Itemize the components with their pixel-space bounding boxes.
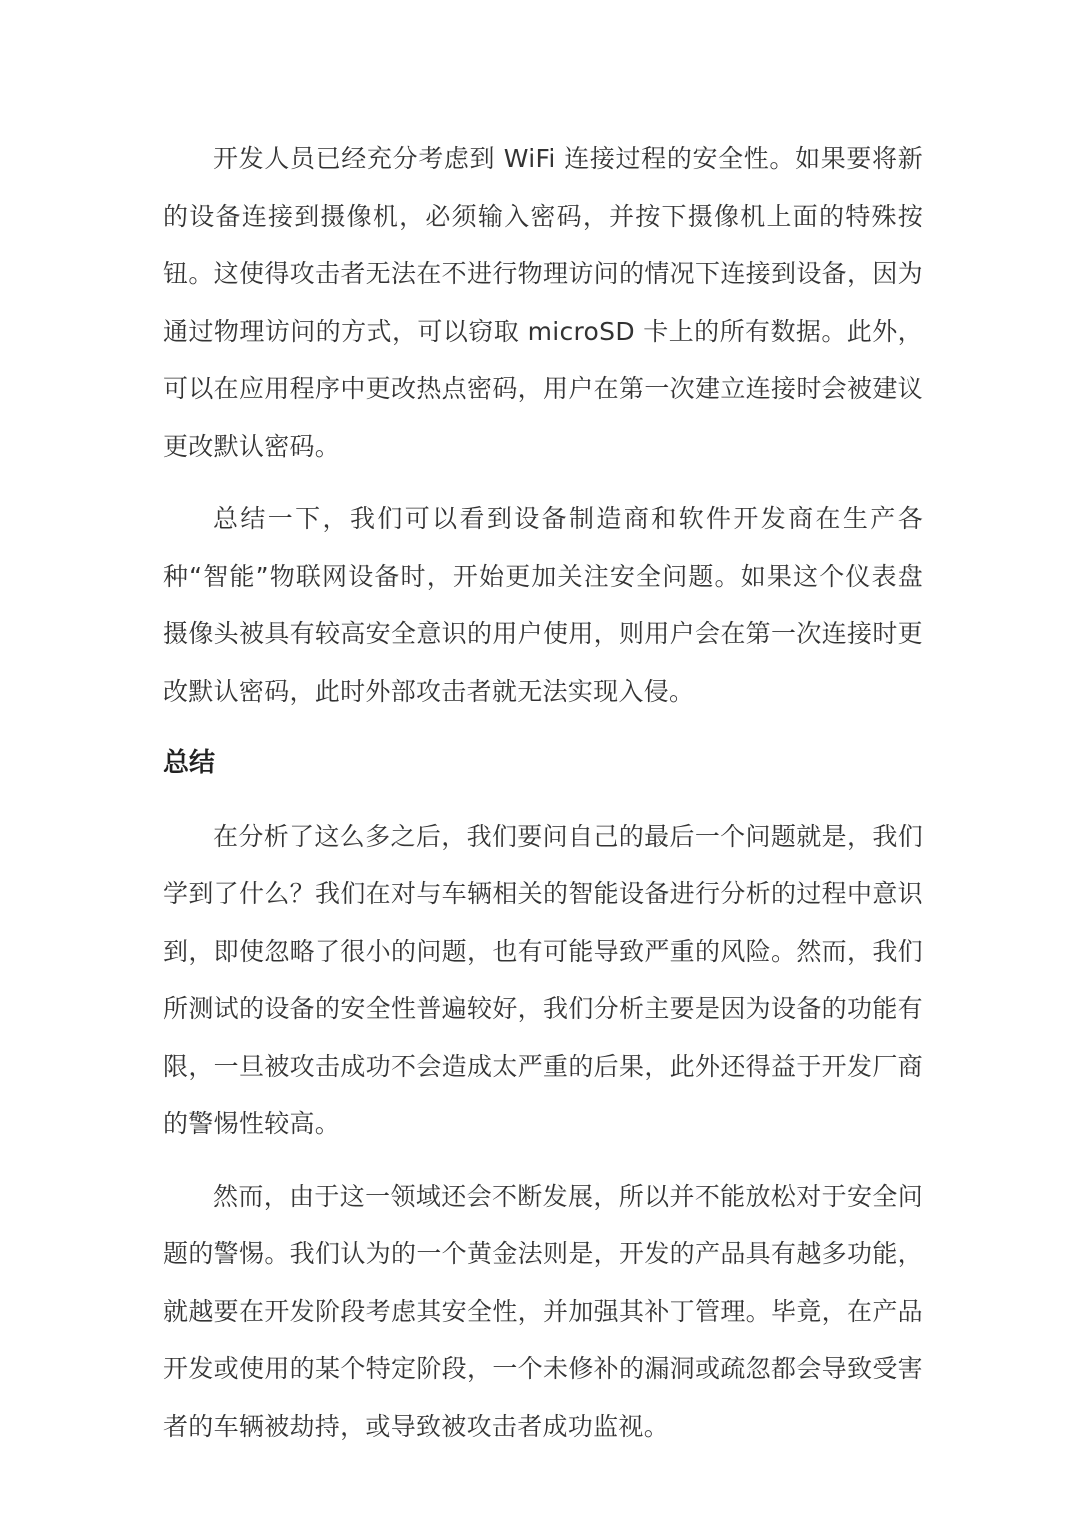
section-heading-summary: 总结 [163,748,216,778]
paragraph-wifi-security: 开发人员已经充分考虑到 WiFi 连接过程的安全性。如果要将新的设备连接到摄像机，必须输入密码，并按下摄像机上面的特殊按钮。这使得攻击者无法在不进行物理访问的情况下连接到设备，因为通过物理访问的方式，可以窃取 microSD 卡上的所有数据。此外，可以在应用程序中更改热点密码，用户在第一次建立连接时会被建议更改默认密码。 [163,144,923,461]
paragraph-lessons-learned: 在分析了这么多之后，我们要问自己的最后一个问题就是，我们学到了什么？我们在对与车辆相关的智能设备进行分析的过程中意识到，即使忽略了很小的问题，也有可能导致严重的风险。然而，我们所测试的设备的安全性普遍较好，我们分析主要是因为设备的功能有限，一旦被攻击成功不会造成太严重的后果，此外还得益于开发厂商的警惕性较高。 [163,821,923,1138]
paragraph-conclusion-intro: 总结一下，我们可以看到设备制造商和软件开发商在生产各种“智能”物联网设备时，开始更加关注安全问题。如果这个仪表盘摄像头被具有较高安全意识的用户使用，则用户会在第一次连接时更改默认密码，此时外部攻击者就无法实现入侵。 [163,504,923,706]
article-body [163,130,923,1455]
paragraph-golden-rule: 然而，由于这一领域还会不断发展，所以并不能放松对于安全问题的警惕。我们认为的一个黄金法则是，开发的产品具有越多功能，就越要在开发阶段考虑其安全性，并加强其补丁管理。毕竟，在产品开发或使用的某个特定阶段，一个未修补的漏洞或疏忽都会导致受害者的车辆被劫持，或导致被攻击者成功监视。 [163,1181,923,1441]
